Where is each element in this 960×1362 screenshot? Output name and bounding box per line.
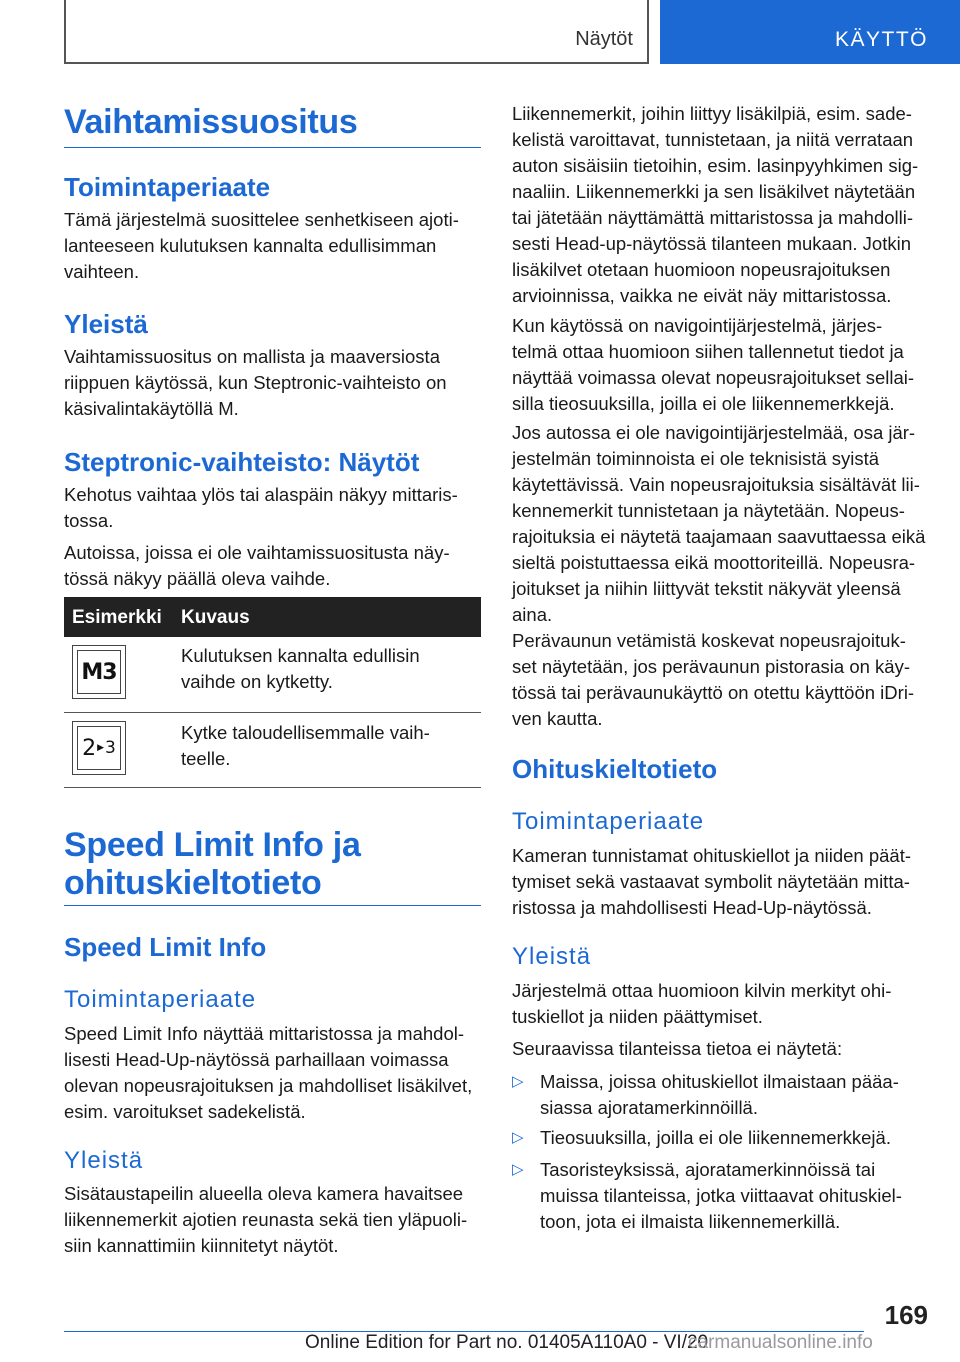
list-item: ▷ Tieosuuksilla, joilla ei ole liikennemerkkejä. — [512, 1125, 927, 1151]
bullet-triangle-icon: ▷ — [512, 1073, 524, 1090]
section-title-vaihtamissuositus: Vaihtamissuositus — [64, 103, 358, 141]
paragraph-yleista: Vaihtamissuositus on mallista ja maaversiosta riippuen käytössä, kun Steptronic-vaihteisto on käsivalintakäytöllä M. — [64, 346, 447, 419]
gear-m3-icon: M3 — [72, 645, 126, 699]
paragraph-ei-navigointia: Jos autossa ei ole navigointijärjestelmää, osa jär- jestelmän toiminnoista ei ole teknisistä syistä käytettävissä. Vain nopeusrajoituksia sisältävät lii- kennemerkit tunnistetaan ja näytetään. Nopeus- rajoituksia ei näytetä taajamaan saavuttaessa eikä sieltä poistuttaessa eikä moottoriteillä. Nopeusra- joitukset ja niihin liittyvät tekstit näkyvät yleensä aina. — [512, 422, 926, 625]
paragraph-steptronic-1: Kehotus vaihtaa ylös tai alaspäin näkyy mittaris- tossa. — [64, 484, 458, 531]
paragraph-lisakilvet: Liikennemerkit, joihin liittyy lisäkilpiä, esim. sade- kelistä varoittavat, tunnistetaan, ja niitä verrataan auton sisäisiin tietoihin, esim. lasinpyyhkimen sig- naaliin. Liikennemerkki ja sen lisäkilvet näytetään tai jätetään näyttämättä mittaristossa ja mahdolli- sesti Head-up-näytössä tilanteen mukaan. Jotkin lisäkilvet otetaan huomioon nopeusrajoituksen arvioinnissa, vaikka ne eivät näy mittaristossa. — [512, 103, 919, 306]
watermark: carmanualsonline.info — [688, 1332, 873, 1353]
paragraph-peravaunu: Perävaunun vetämistä koskevat nopeusrajoituk- set näytetään, jos perävaunun pistorasia on käy- tössä tai perävaunukäyttö on otettu käyttöön iDri- ven kautta. — [512, 630, 915, 729]
heading-toimintaperiaate: Toimintaperiaate — [64, 172, 271, 202]
section-title-speed-limit-info: Speed Limit Info ja ohituskieltotieto — [64, 826, 361, 902]
page-number: 169 — [884, 1300, 928, 1330]
header-chapter-title: KÄYTTÖ — [834, 28, 928, 51]
section-title-rule — [64, 905, 481, 906]
header-section-tab — [64, 0, 649, 64]
paragraph-toimintaperiaate: Tämä järjestelmä suosittelee senhetkiseen ajoti- lanteeseen kulutuksen kannalta edullisimman vaihteen. — [64, 209, 459, 282]
paragraph-navigointi: Kun käytössä on navigointijärjestelmä, järjes- telmä ottaa huomioon siihen tallennetut tiedot ja näyttää voimassa olevat nopeusrajoitukset sellai- silla tieosuuksilla, joilla ei ole liikennemerkkejä. — [512, 315, 915, 414]
bullet-triangle-icon: ▷ — [512, 1161, 524, 1178]
heading-steptronic-naytot: Steptronic-vaihteisto: Näytöt — [64, 447, 420, 477]
paragraph-speed-limit-yleista: Sisätaustapeilin alueella oleva kamera havaitsee liikennemerkit ajotien reunasta sekä tien yläpuoli- siin kannattimiin kiinnitetyt näytöt. — [64, 1183, 468, 1256]
heading-yleista: Yleistä — [64, 309, 148, 339]
header-section-title: Näytöt — [575, 28, 633, 50]
table-cell-description: Kytke taloudellisemmalle vaih- teelle. — [181, 722, 430, 769]
heading-ohituskieltotieto: Ohituskieltotieto — [512, 754, 718, 784]
table-header-example: Esimerkki — [72, 607, 162, 628]
table-header — [64, 597, 481, 637]
paragraph-speed-limit-info: Speed Limit Info näyttää mittaristossa ja mahdol- lisesti Head-Up-näytössä parhaillaan voimassa olevan nopeusrajoituksen ja mahdolliset lisäkilvet, esim. varoitukset sadekelistä. — [64, 1023, 473, 1122]
upshift-2-to-3-icon: 2 ▶ 3 — [72, 721, 126, 775]
list-item: ▷ Maissa, joissa ohituskiellot ilmaistaan pääa- siassa ajoratamerkinnöillä. — [512, 1071, 899, 1118]
subheading-toimintaperiaate: Toimintaperiaate — [64, 986, 257, 1013]
subheading-toimintaperiaate: Toimintaperiaate — [512, 808, 705, 835]
subheading-yleista: Yleistä — [512, 943, 592, 970]
list-item: ▷ Tasoristeyksissä, ajoratamerkinnöissä tai muissa tilanteissa, jotka viittaavat ohituskiel- toon, jota ei ilmaista liikennemerkillä. — [512, 1159, 902, 1232]
table-header-description: Kuvaus — [181, 607, 250, 628]
heading-speed-limit-info: Speed Limit Info — [64, 932, 267, 962]
bullet-triangle-icon: ▷ — [512, 1129, 524, 1146]
table-cell-description: Kulutuksen kannalta edullisin vaihde on kytketty. — [181, 645, 420, 692]
paragraph-ohituskielto-toiminta: Kameran tunnistamat ohituskiellot ja niiden päät- tymiset sekä vastaavat symbolit näytetään mitta- ristossa ja mahdollisesti Head-Up-näytössä. — [512, 845, 912, 918]
table-row — [64, 637, 481, 713]
header-chapter-tab — [660, 0, 960, 64]
section-title-rule — [64, 147, 481, 148]
footer-edition: Online Edition for Part no. 01405A110A0 - VI/20 — [305, 1332, 709, 1353]
table-row — [64, 713, 481, 788]
paragraph-tilanteet: Seuraavissa tilanteissa tietoa ei näytetä: — [512, 1038, 843, 1059]
paragraph-steptronic-2: Autoissa, joissa ei ole vaihtamissuositusta näy- tössä näkyy päällä oleva vaihde. — [64, 542, 450, 589]
subheading-yleista: Yleistä — [64, 1147, 144, 1174]
paragraph-ohituskielto-yleista: Järjestelmä ottaa huomioon kilvin merkityt ohi- tuskiellot ja niiden päättymiset. — [512, 980, 892, 1027]
